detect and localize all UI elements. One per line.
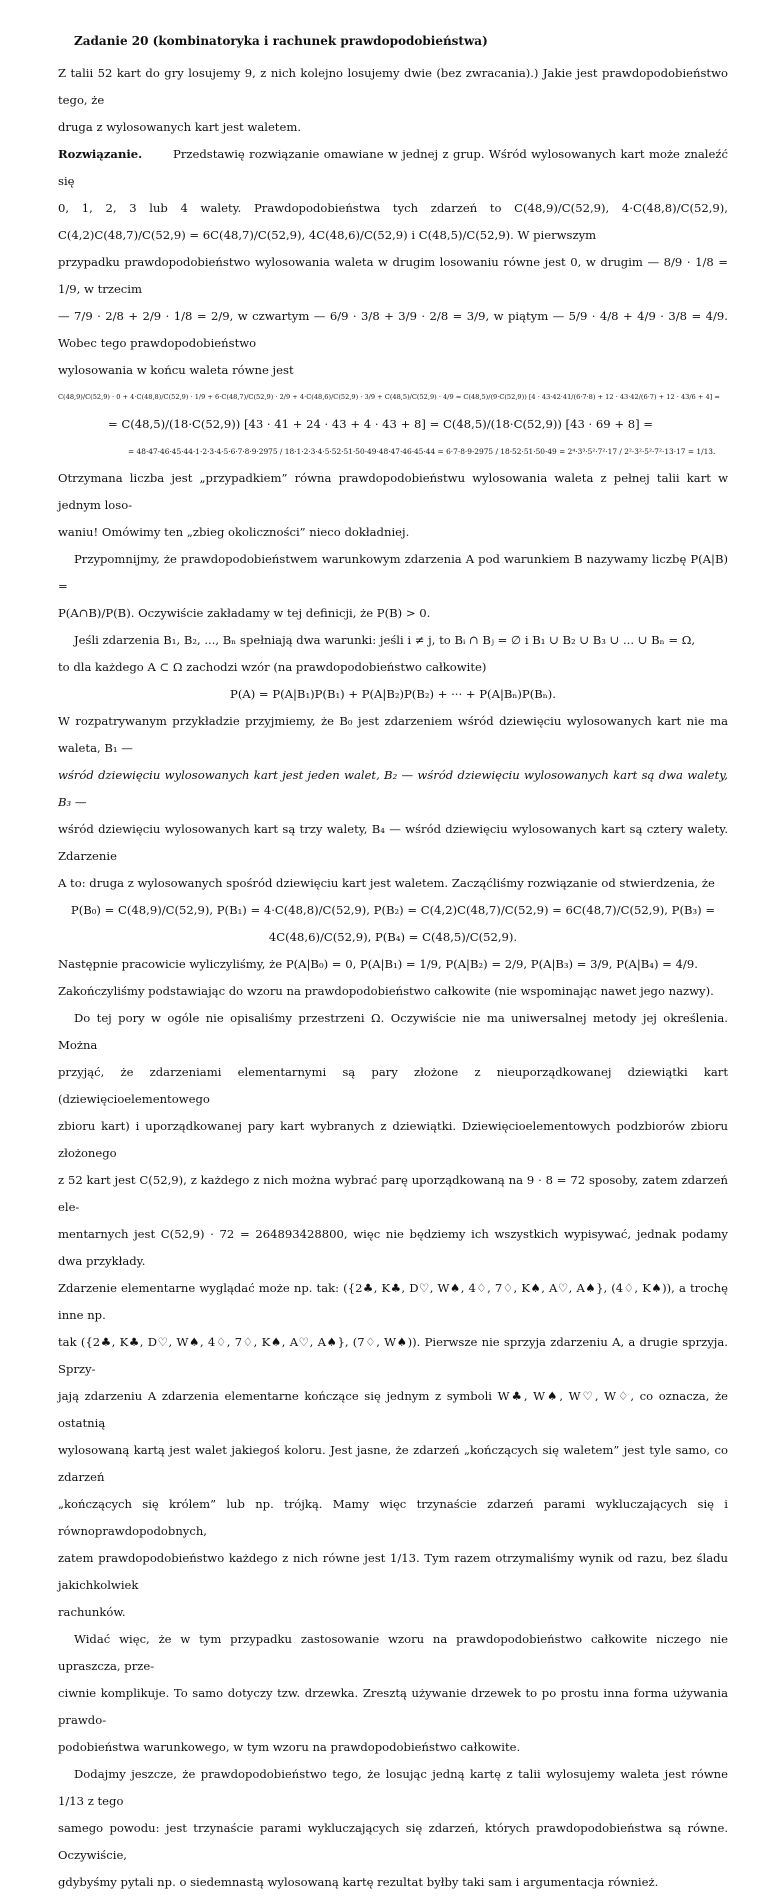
text-line: — 7/9 · 2/8 + 2/9 · 1/8 = 2/9, w czwartym — 6/9 · 3/8 + 3/9 · 2/8 = 3/9, w piątym — 5/9 · 4/8 + 4/9 · 3/8 = 4/9. Wobec tego prawdopodobieństwo <box>58 309 728 350</box>
text-line: wśród dziewięciu wylosowanych kart jest jeden walet, B₂ — wśród dziewięciu wylosowanych kart są dwa walety, B₃ — <box>58 768 728 809</box>
text-line: Przedstawię rozwiązanie omawiane w jednej z grup. Wśród wylosowanych kart może znaleźć się <box>58 147 728 188</box>
formula-line: P(A) = P(A|B₁)P(B₁) + P(A|B₂)P(B₂) + ··· + P(A|Bₙ)P(Bₙ). <box>230 687 556 701</box>
text-line: P(A∩B)/P(B). Oczywiście zakładamy w tej definicji, że P(B) > 0. <box>58 606 431 620</box>
formula-line: C(48,9)/C(52,9) · 0 + 4·C(48,8)/C(52,9) · 1/9 + 6·C(48,7)/C(52,9) · 2/9 + 4·C(48,6)/C(52,9) · 3/9 + C(48,5)/C(52,9) · 4/9 = C(48,5)/(9·C(52,9)) [4 · 43·42·41/(6·7·8) + 12 · 43·42/(6·7) + 12 · 43/6 + 4] = <box>58 393 720 401</box>
text-line: druga z wylosowanych kart jest waletem. <box>58 120 302 134</box>
text-line: zbioru kart) i uporządkowanej pary kart wybranych z dziewiątki. Dziewięcioelementowych podzbiorów zbioru złożonego <box>58 1119 728 1160</box>
text-line: ciwnie komplikuje. To samo dotyczy tzw. drzewka. Zresztą używanie drzewek to po prostu inna forma używania prawdo- <box>58 1686 728 1727</box>
text-line: Zakończyliśmy podstawiając do wzoru na prawdopodobieństwo całkowite (nie wspominając nawet jego nazwy). <box>58 984 714 998</box>
text-line: Do tej pory w ogóle nie opisaliśmy przestrzeni Ω. Oczywiście nie ma uniwersalnej metody jej określenia. Można <box>58 1011 728 1052</box>
text-line: waniu! Omówimy ten „zbieg okoliczności” nieco dokładniej. <box>58 525 410 539</box>
text-line: mentarnych jest C(52,9) · 72 = 264893428800, więc nie będziemy ich wszystkich wypisywać, jednak podamy dwa przykłady. <box>58 1227 728 1268</box>
text-line: 0, 1, 2, 3 lub 4 walety. Prawdopodobieństwa tych zdarzeń to C(48,9)/C(52,9), 4·C(48,8)/C(52,9), C(4,2)C(48,7)/C(52,9) = 6C(48,7)/C(52,9), 4C(48,6)/C(52,9) i C(48,5)/C(52,9). W pierwszym <box>58 201 728 242</box>
text-line: Jeśli zdarzenia B₁, B₂, ..., Bₙ spełniają dwa warunki: jeśli i ≠ j, to Bᵢ ∩ Bⱼ = ∅ i B₁ ∪ B₂ ∪ B₃ ∪ ... ∪ Bₙ = Ω, <box>74 633 696 647</box>
text-line: samego powodu: jest trzynaście parami wykluczających się zdarzeń, których prawdopodobieństwa są równe. Oczywiście, <box>58 1821 728 1862</box>
formula-line: P(B₀) = C(48,9)/C(52,9), P(B₁) = 4·C(48,8)/C(52,9), P(B₂) = C(4,2)C(48,7)/C(52,9) = 6C(48,7)/C(52,9), P(B₃) = 4C(48,6)/C(52,9), P(B₄) = C(48,5)/C(52,9). <box>70 903 716 944</box>
text-line: przyjąć, że zdarzeniami elementarnymi są pary złożone z nieuporządkowanej dziewiątki kart (dziewięcioelementowego <box>58 1065 728 1106</box>
text-line: jają zdarzeniu A zdarzenia elementarne kończące się jednym z symboli W♣, W♠, W♡, W♢, co oznacza, że ostatnią <box>58 1389 728 1430</box>
text-line: z 52 kart jest C(52,9), z każdego z nich można wybrać parę uporządkowaną na 9 · 8 = 72 sposoby, zatem zdarzeń ele- <box>58 1173 728 1214</box>
text-line: tak ({2♣, K♣, D♡, W♠, 4♢, 7♢, K♠, A♡, A♠}, (7♢, W♠)). Pierwsze nie sprzyja zdarzeniu A, a drugie sprzyja. Sprzy- <box>58 1335 728 1376</box>
text-line: przypadku prawdopodobieństwo wylosowania waleta w drugim losowaniu równe jest 0, w drugim — 8/9 · 1/8 = 1/9, w trzecim <box>58 255 728 296</box>
text-line: wylosowania w końcu waleta równe jest <box>58 363 294 377</box>
text-line: to dla każdego A ⊂ Ω zachodzi wzór (na prawdopodobieństwo całkowite) <box>58 660 487 674</box>
text-line: Widać więc, że w tym przypadku zastosowanie wzoru na prawdopodobieństwo całkowite niczego nie upraszcza, prze- <box>58 1632 728 1673</box>
text-line: „kończących się królem” lub np. trójką. Mamy więc trzynaście zdarzeń parami wykluczających się i równoprawdopodobnych, <box>58 1497 728 1538</box>
text-line: Z talii 52 kart do gry losujemy 9, z nich kolejno losujemy dwie (bez zwracania).) Jakie jest prawdopodobieństwo tego, że <box>58 66 728 107</box>
text-line: A to: druga z wylosowanych spośród dziewięciu kart jest waletem. Zacząćliśmy rozwiązanie od stwierdzenia, że <box>58 876 715 890</box>
text-line: podobieństwa warunkowego, w tym wzoru na prawdopodobieństwo całkowite. <box>58 1740 521 1754</box>
text-line: Dodajmy jeszcze, że prawdopodobieństwo tego, że losując jedną kartę z talii wylosujemy waleta jest równe 1/13 z tego <box>58 1767 728 1808</box>
formula-line: = 48·47·46·45·44·1·2·3·4·5·6·7·8·9·2975 / 18·1·2·3·4·5·52·51·50·49·48·47·46·45·44 = 6·7·8·9·2975 / 18·52·51·50·49 = 2⁴·3³·5²·7²·17 / 2²·3²·5²·7²·13·17 = 1/13. <box>128 447 716 456</box>
text-line: rachunków. <box>58 1605 126 1619</box>
formula-line: = C(48,5)/(18·C(52,9)) [43 · 41 + 24 · 43 + 4 · 43 + 8] = C(48,5)/(18·C(52,9)) [43 · 69 + 8] = <box>108 417 654 431</box>
text-line: wylosowaną kartą jest walet jakiegoś koloru. Jest jasne, że zdarzeń „kończących się waletem” jest tyle samo, co zdarzeń <box>58 1443 728 1484</box>
text-line: W rozpatrywanym przykładzie przyjmiemy, że B₀ jest zdarzeniem wśród dziewięciu wylosowanych kart nie ma waleta, B₁ — <box>58 714 728 755</box>
exercise-title: Zadanie 20 (kombinatoryka i rachunek prawdopodobieństwa) <box>74 34 488 48</box>
text-line: Przypomnijmy, że prawdopodobieństwem warunkowym zdarzenia A pod warunkiem B nazywamy liczbę P(A|B) = <box>58 552 728 593</box>
solution-heading: Rozwiązanie. <box>58 147 143 161</box>
text-line: Następnie pracowicie wyliczyliśmy, że P(A|B₀) = 0, P(A|B₁) = 1/9, P(A|B₂) = 2/9, P(A|B₃) = 3/9, P(A|B₄) = 4/9. <box>58 957 698 971</box>
text-line: gdybyśmy pytali np. o siedemnastą wylosowaną kartę rezultat byłby taki sam i argumentacja również. <box>58 1875 659 1889</box>
text-line: zatem prawdopodobieństwo każdego z nich równe jest 1/13. Tym razem otrzymaliśmy wynik od razu, bez śladu jakichkolwiek <box>58 1551 728 1592</box>
text-line: wśród dziewięciu wylosowanych kart są trzy walety, B₄ — wśród dziewięciu wylosowanych kart są cztery walety. Zdarzenie <box>58 822 728 863</box>
text-line: Zdarzenie elementarne wyglądać może np. tak: ({2♣, K♣, D♡, W♠, 4♢, 7♢, K♠, A♡, A♠}, (4♢, K♠)), a trochę inne np. <box>58 1281 728 1322</box>
text-line: Otrzymana liczba jest „przypadkiem” równa prawdopodobieństwu wylosowania waleta z pełnej talii kart w jednym loso- <box>58 471 728 512</box>
